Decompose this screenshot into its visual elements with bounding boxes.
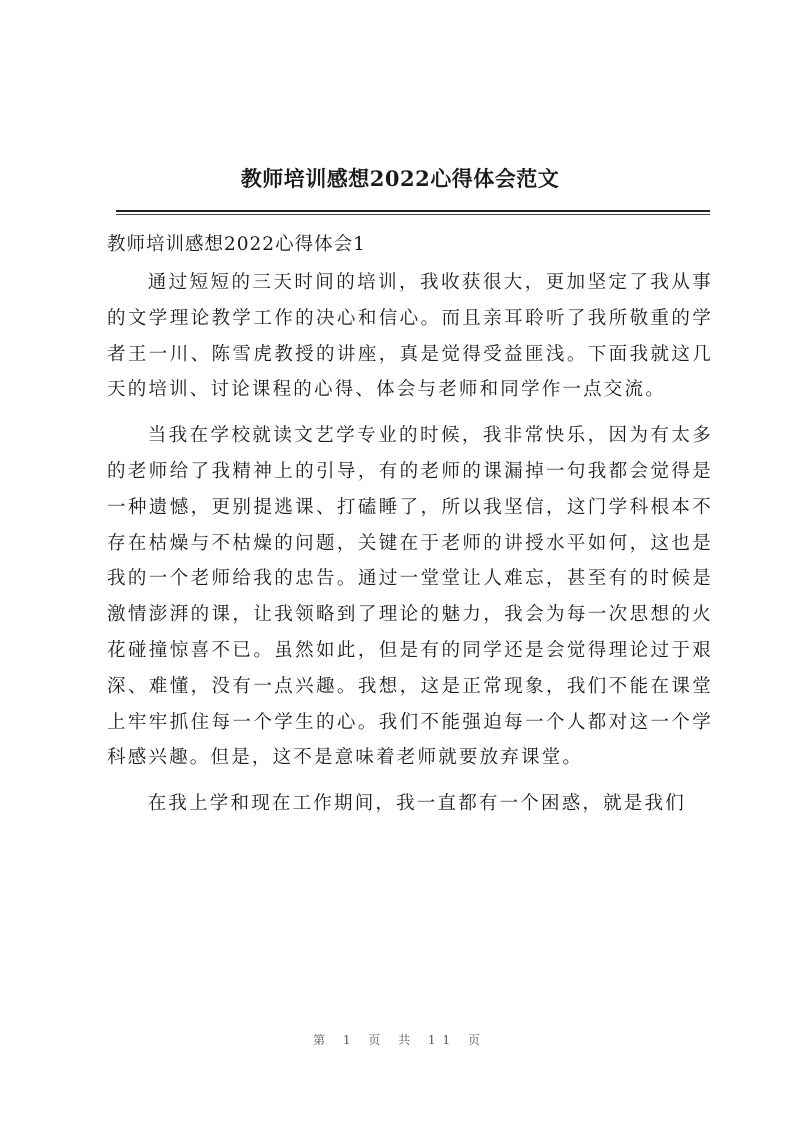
document-title: 教师培训感想2022心得体会范文	[240, 166, 560, 191]
paragraph-2: 当我在学校就读文艺学专业的时候，我非常快乐，因为有太多的老师给了我精神上的引导，有的老师的课漏掉一句我都会觉得是一种遗憾，更别提逃课、打磕睡了，所以我坚信，这门学科根本不存在枯燥与不枯燥的问题，关键在于老师的讲授水平如何，这也是我的一个老师给我的忠告。通过一堂堂让人难忘，甚至有的时候是激情澎湃的课，让我领略到了理论的魅力，我会为每一次思想的火花碰撞惊喜不已。虽然如此，但是有的同学还是会觉得理论过于艰深、难懂，没有一点兴趣。我想，这是正常现象，我们不能在课堂上牢牢抓住每一个学生的心。我们不能强迫每一个人都对这一个学科感兴趣。但是，这不是意味着老师就要放弃课堂。	[107, 425, 713, 769]
title-underline-thin	[116, 214, 710, 215]
paragraph-3: 在我上学和现在工作期间，我一直都有一个困惑，就是我们	[147, 793, 686, 815]
document-body	[107, 265, 713, 822]
section-heading: 教师培训感想2022心得体会1	[107, 234, 366, 255]
paragraph-1: 通过短短的三天时间的培训，我收获很大，更加坚定了我从事的文学理论教学工作的决心和信心。而且亲耳聆听了我所敬重的学者王一川、陈雪虎教授的讲座，真是觉得受益匪浅。下面我就这几天的培训、讨论课程的心得、体会与老师和同学作一点交流。	[107, 272, 713, 401]
title-underline	[116, 210, 710, 212]
page-footer: 第 1 页 共 11 页	[313, 1033, 487, 1047]
